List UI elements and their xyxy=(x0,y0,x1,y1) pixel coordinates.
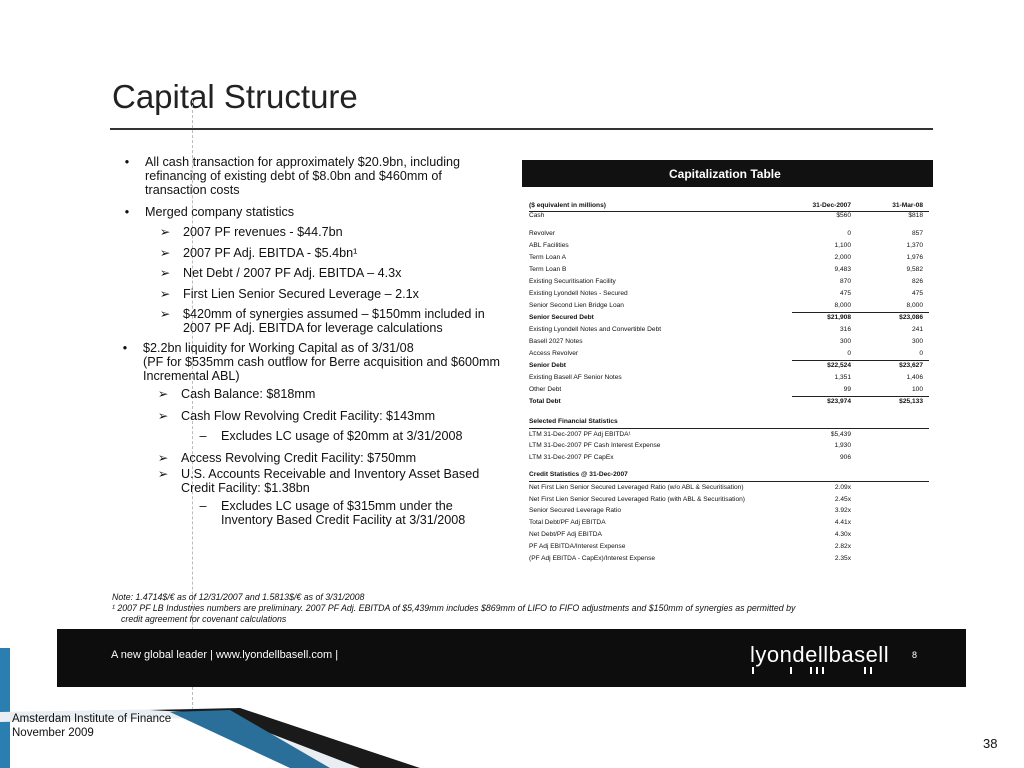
row-value: 475 xyxy=(911,290,923,297)
inner-page-number: 8 xyxy=(912,650,918,660)
bullet-text: Credit Facility: $1.38bn xyxy=(181,481,310,495)
row-value: 1,370 xyxy=(906,242,923,249)
bullet-marker: • xyxy=(124,155,130,169)
slide-number: 38 xyxy=(983,736,998,751)
table-row xyxy=(529,230,933,240)
section-title: Credit Statistics @ 31-Dec-2007 xyxy=(529,471,628,478)
row-label: Other Debt xyxy=(529,386,562,393)
row-value: 826 xyxy=(911,278,923,285)
bullet-text: $420mm of synergies assumed – $150mm included in xyxy=(183,307,485,321)
bullet-text: Incremental ABL) xyxy=(143,369,240,383)
bullet-item xyxy=(181,481,310,496)
note-preliminary: ¹ 2007 PF LB Industries numbers are preliminary. 2007 PF Adj. EBITDA of $5,439mm includes $869mm of LIFO to FIFO adjustments and $150mm of synergies as permitted by xyxy=(112,603,796,613)
section-header xyxy=(529,418,933,428)
bullet-item xyxy=(124,155,461,170)
bullet-text: 2007 PF revenues - $44.7bn xyxy=(183,225,343,239)
bullet-marker: • xyxy=(124,205,130,219)
row-label: ($ equivalent in millions) xyxy=(529,202,606,209)
bullet-item xyxy=(157,409,436,424)
lyondellbasell-logo: lyondellbasell xyxy=(750,642,890,667)
row-value: $560 xyxy=(836,212,851,219)
table-row xyxy=(529,338,933,348)
affiliation xyxy=(12,712,171,740)
table-row xyxy=(529,362,933,372)
row-value: $25,133 xyxy=(899,398,923,405)
bullet-text: First Lien Senior Secured Leverage – 2.1x xyxy=(183,287,419,301)
row-value: 2.82x xyxy=(834,543,851,550)
row-label: ABL Facilities xyxy=(529,242,569,249)
table-row xyxy=(529,350,933,360)
row-value: 2.35x xyxy=(834,555,851,562)
table-row xyxy=(529,454,933,464)
bullet-marker: ➢ xyxy=(157,467,169,481)
row-label: Access Revolver xyxy=(529,350,579,357)
row-value: 1,930 xyxy=(834,442,851,449)
row-label: Existing Lyondell Notes - Secured xyxy=(529,290,628,297)
table-row xyxy=(529,212,933,222)
bullet-item xyxy=(143,369,240,384)
bullet-item xyxy=(199,499,453,514)
bullet-marker: ➢ xyxy=(157,387,169,401)
row-value: 316 xyxy=(839,326,851,333)
bullet-item xyxy=(159,307,485,322)
affiliation-date: November 2009 xyxy=(12,727,94,739)
bullet-text: (PF for $535mm cash outflow for Berre acquisition and $600mm xyxy=(143,355,500,369)
table-row xyxy=(529,374,933,384)
table-rule xyxy=(529,428,929,429)
table-row xyxy=(529,431,933,441)
row-value: 0 xyxy=(847,350,851,357)
slide-footer-band xyxy=(57,629,966,687)
bullet-item xyxy=(157,451,417,466)
cap-table-header xyxy=(522,160,933,187)
bullet-text: 2007 PF Adj. EBITDA - $5.4bn¹ xyxy=(183,246,358,260)
row-value: 100 xyxy=(911,386,923,393)
bullet-marker: • xyxy=(122,341,128,355)
footer-tagline: A new global leader | www.lyondellbasell.com | xyxy=(111,649,339,661)
row-value: 31-Dec-2007 xyxy=(812,202,851,209)
row-value: 3.92x xyxy=(834,507,851,514)
row-value: $23,086 xyxy=(899,314,923,321)
row-label: Net Debt/PF Adj EBITDA xyxy=(529,531,602,538)
table-row xyxy=(529,531,933,541)
table-row xyxy=(529,278,933,288)
bullet-text: $2.2bn liquidity for Working Capital as of 3/31/08 xyxy=(143,341,414,355)
row-label: Term Loan A xyxy=(529,254,567,261)
bullet-marker: – xyxy=(199,499,207,513)
row-value: 1,351 xyxy=(834,374,851,381)
affiliation-institute: Amsterdam Institute of Finance xyxy=(12,713,172,725)
table-row xyxy=(529,555,933,565)
row-label: LTM 31-Dec-2007 PF CapEx xyxy=(529,454,614,461)
row-value: 906 xyxy=(839,454,851,461)
table-row xyxy=(529,290,933,300)
row-label: Total Debt xyxy=(529,398,561,405)
page-title: Capital Structure xyxy=(112,78,358,115)
table-row xyxy=(529,496,933,506)
row-value: 8,000 xyxy=(834,302,851,309)
table-rule xyxy=(792,396,929,397)
bullet-marker: ➢ xyxy=(159,246,171,260)
bullet-text: refinancing of existing debt of $8.0bn and $460mm of xyxy=(145,169,442,183)
row-label: Cash xyxy=(529,212,545,219)
row-value: 1,406 xyxy=(906,374,923,381)
bullet-text: Cash Balance: $818mm xyxy=(181,387,316,401)
table-row xyxy=(529,326,933,336)
table-rule xyxy=(529,481,929,482)
row-value: $22,524 xyxy=(827,362,851,369)
row-value: $818 xyxy=(908,212,923,219)
table-rule xyxy=(792,312,929,313)
bullet-item xyxy=(124,205,295,220)
row-value: $21,908 xyxy=(827,314,851,321)
row-label: Senior Second Lien Bridge Loan xyxy=(529,302,624,309)
row-label: Senior Debt xyxy=(529,362,567,369)
row-label: Existing Basell AF Senior Notes xyxy=(529,374,622,381)
bullet-item xyxy=(145,183,240,198)
section-header xyxy=(529,471,933,481)
row-label: Net First Lien Senior Secured Leveraged Ratio (with ABL & Securitisation) xyxy=(529,496,745,503)
bullet-item xyxy=(183,321,443,336)
row-label: Term Loan B xyxy=(529,266,567,273)
bullet-text: Excludes LC usage of $20mm at 3/31/2008 xyxy=(221,429,463,443)
row-label: Senior Secured Leverage Ratio xyxy=(529,507,622,514)
bullet-item xyxy=(143,355,500,370)
bullet-marker: ➢ xyxy=(159,266,171,280)
row-value: $23,974 xyxy=(827,398,851,405)
row-label: Existing Securitisation Facility xyxy=(529,278,616,285)
table-row xyxy=(529,507,933,517)
bullet-item xyxy=(159,287,419,302)
bullet-text: Inventory Based Credit Facility at 3/31/2008 xyxy=(221,513,466,527)
row-value: 9,582 xyxy=(906,266,923,273)
row-label: Total Debt/PF Adj EBITDA xyxy=(529,519,606,526)
bullet-item xyxy=(221,513,465,528)
row-label: LTM 31-Dec-2007 PF Cash Interest Expense xyxy=(529,442,661,449)
row-value: 1,100 xyxy=(834,242,851,249)
logo-ticks xyxy=(750,667,880,675)
row-value: 300 xyxy=(911,338,923,345)
row-value: 1,976 xyxy=(906,254,923,261)
table-row xyxy=(529,519,933,529)
title-rule xyxy=(110,128,933,130)
row-label: (PF Adj EBITDA - CapEx)/Interest Expense xyxy=(529,555,656,562)
bullet-item xyxy=(157,467,480,482)
row-value: 99 xyxy=(843,386,851,393)
bullet-item xyxy=(199,429,463,444)
row-value: 2.45x xyxy=(834,496,851,503)
table-row xyxy=(529,314,933,324)
bullet-marker: – xyxy=(199,429,207,443)
bullet-item xyxy=(122,341,414,356)
table-row xyxy=(529,484,933,494)
row-value: 2.09x xyxy=(834,484,851,491)
row-label: Existing Lyondell Notes and Convertible Debt xyxy=(529,326,662,333)
cap-table-title: Capitalization Table xyxy=(669,167,781,181)
bullet-item xyxy=(145,169,442,184)
row-value: $23,627 xyxy=(899,362,923,369)
row-label: PF Adj EBITDA/Interest Expense xyxy=(529,543,626,550)
row-value: 4.41x xyxy=(834,519,851,526)
row-value: 9,483 xyxy=(834,266,851,273)
bullet-text: All cash transaction for approximately $20.9bn, including xyxy=(145,155,461,169)
table-row xyxy=(529,442,933,452)
table-row xyxy=(529,543,933,553)
table-row xyxy=(529,302,933,312)
bullet-item xyxy=(159,225,343,240)
table-row xyxy=(529,266,933,276)
bullet-item xyxy=(159,246,358,261)
bullet-text: U.S. Accounts Receivable and Inventory Asset Based xyxy=(181,467,480,481)
bullet-text: 2007 PF Adj. EBITDA for leverage calculations xyxy=(183,321,443,335)
bullet-marker: ➢ xyxy=(157,409,169,423)
bullet-text: Net Debt / 2007 PF Adj. EBITDA – 4.3x xyxy=(183,266,402,280)
bullet-text: transaction costs xyxy=(145,183,240,197)
row-label: Net First Lien Senior Secured Leveraged Ratio (w/o ABL & Securitisation) xyxy=(529,484,744,491)
row-value: 300 xyxy=(839,338,851,345)
table-row xyxy=(529,242,933,252)
table-row xyxy=(529,398,933,408)
bullet-text: Cash Flow Revolving Credit Facility: $143mm xyxy=(181,409,436,423)
row-value: 870 xyxy=(839,278,851,285)
row-label: Senior Secured Debt xyxy=(529,314,594,321)
bullet-item xyxy=(157,387,316,402)
bullet-item xyxy=(159,266,402,281)
row-value: 857 xyxy=(911,230,923,237)
row-value: 8,000 xyxy=(906,302,923,309)
bullet-marker: ➢ xyxy=(159,307,171,321)
row-value: $5,439 xyxy=(830,431,851,438)
row-label: LTM 31-Dec-2007 PF Adj EBITDA¹ xyxy=(529,431,631,438)
row-value: 0 xyxy=(919,350,923,357)
row-label: Basell 2027 Notes xyxy=(529,338,583,345)
table-row xyxy=(529,386,933,396)
row-label: Revolver xyxy=(529,230,556,237)
row-value: 475 xyxy=(839,290,851,297)
section-title: Selected Financial Statistics xyxy=(529,418,618,425)
note-covenant: credit agreement for covenant calculations xyxy=(121,614,287,624)
bullet-text: Merged company statistics xyxy=(145,205,295,219)
bullet-text: Excludes LC usage of $315mm under the xyxy=(221,499,453,513)
row-value: 2,000 xyxy=(834,254,851,261)
note-fx: Note: 1.4714$/€ as of 12/31/2007 and 1.5813$/€ as of 3/31/2008 xyxy=(112,592,365,602)
row-value: 241 xyxy=(911,326,923,333)
row-value: 31-Mar-08 xyxy=(892,202,923,209)
bullet-text: Access Revolving Credit Facility: $750mm xyxy=(181,451,417,465)
table-row xyxy=(529,254,933,264)
bullet-marker: ➢ xyxy=(159,287,171,301)
table-rule xyxy=(792,360,929,361)
bullet-marker: ➢ xyxy=(157,451,169,465)
row-value: 4.30x xyxy=(834,531,851,538)
footnotes xyxy=(112,592,932,625)
row-value: 0 xyxy=(847,230,851,237)
bullet-marker: ➢ xyxy=(159,225,171,239)
